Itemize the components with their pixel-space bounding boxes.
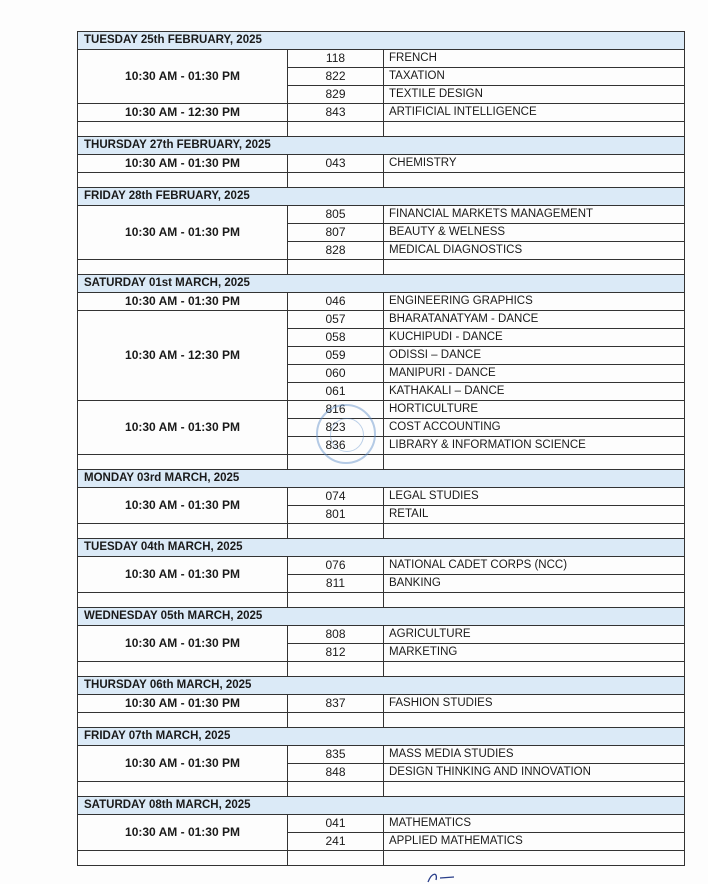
empty-cell — [288, 713, 384, 728]
day-header-row — [78, 275, 685, 293]
day-header-row — [78, 188, 685, 206]
empty-cell — [288, 173, 384, 188]
exam-time: 10:30 AM - 01:30 PM — [78, 206, 288, 260]
day-header: THURSDAY 06th MARCH, 2025 — [78, 677, 685, 695]
subject-code: 046 — [288, 293, 384, 311]
paper-row — [78, 155, 685, 173]
subject-code: 829 — [288, 86, 384, 104]
day-header: TUESDAY 04th MARCH, 2025 — [78, 539, 685, 557]
day-header: FRIDAY 07th MARCH, 2025 — [78, 728, 685, 746]
spacer-row — [78, 524, 685, 539]
exam-time: 10:30 AM - 01:30 PM — [78, 626, 288, 662]
day-header: TUESDAY 25th FEBRUARY, 2025 — [78, 32, 685, 50]
empty-cell — [384, 122, 685, 137]
empty-cell — [78, 851, 288, 866]
paper-row — [78, 293, 685, 311]
subject-name: CHEMISTRY — [384, 155, 685, 173]
empty-cell — [78, 260, 288, 275]
spacer-row — [78, 782, 685, 797]
exam-time: 10:30 AM - 01:30 PM — [78, 815, 288, 851]
day-header-row — [78, 137, 685, 155]
subject-name: MASS MEDIA STUDIES — [384, 746, 685, 764]
subject-name: ARTIFICIAL INTELLIGENCE — [384, 104, 685, 122]
subject-code: 848 — [288, 764, 384, 782]
spacer-row — [78, 173, 685, 188]
paper-row — [78, 401, 685, 419]
subject-name: DESIGN THINKING AND INNOVATION — [384, 764, 685, 782]
subject-code: 801 — [288, 506, 384, 524]
subject-name: APPLIED MATHEMATICS — [384, 833, 685, 851]
date-sheet-table — [77, 31, 685, 866]
day-header-row — [78, 797, 685, 815]
subject-name: HORTICULTURE — [384, 401, 685, 419]
paper-row — [78, 311, 685, 329]
empty-cell — [384, 593, 685, 608]
subject-code: 807 — [288, 224, 384, 242]
exam-time: 10:30 AM - 01:30 PM — [78, 50, 288, 104]
subject-code: 060 — [288, 365, 384, 383]
empty-cell — [78, 524, 288, 539]
subject-code: 043 — [288, 155, 384, 173]
empty-cell — [384, 524, 685, 539]
day-header: SATURDAY 01st MARCH, 2025 — [78, 275, 685, 293]
day-header-row — [78, 608, 685, 626]
exam-time: 10:30 AM - 01:30 PM — [78, 557, 288, 593]
empty-cell — [288, 122, 384, 137]
subject-name: NATIONAL CADET CORPS (NCC) — [384, 557, 685, 575]
subject-code: 061 — [288, 383, 384, 401]
empty-cell — [78, 173, 288, 188]
empty-cell — [288, 593, 384, 608]
subject-name: MANIPURI - DANCE — [384, 365, 685, 383]
exam-time: 10:30 AM - 01:30 PM — [78, 155, 288, 173]
subject-name: MEDICAL DIAGNOSTICS — [384, 242, 685, 260]
exam-time: 10:30 AM - 01:30 PM — [78, 746, 288, 782]
subject-code: 836 — [288, 437, 384, 455]
spacer-row — [78, 851, 685, 866]
subject-code: 835 — [288, 746, 384, 764]
paper-row — [78, 746, 685, 764]
subject-name: ODISSI – DANCE — [384, 347, 685, 365]
exam-time: 10:30 AM - 01:30 PM — [78, 401, 288, 455]
empty-cell — [288, 782, 384, 797]
subject-code: 057 — [288, 311, 384, 329]
subject-code: 808 — [288, 626, 384, 644]
subject-name: BHARATANATYAM - DANCE — [384, 311, 685, 329]
subject-name: AGRICULTURE — [384, 626, 685, 644]
subject-name: LIBRARY & INFORMATION SCIENCE — [384, 437, 685, 455]
subject-code: 118 — [288, 50, 384, 68]
paper-row — [78, 50, 685, 68]
subject-code: 805 — [288, 206, 384, 224]
empty-cell — [78, 593, 288, 608]
paper-row — [78, 488, 685, 506]
subject-name: LEGAL STUDIES — [384, 488, 685, 506]
day-header: SATURDAY 08th MARCH, 2025 — [78, 797, 685, 815]
exam-time: 10:30 AM - 12:30 PM — [78, 311, 288, 401]
empty-cell — [384, 851, 685, 866]
subject-code: 823 — [288, 419, 384, 437]
subject-name: KUCHIPUDI - DANCE — [384, 329, 685, 347]
subject-name: COST ACCOUNTING — [384, 419, 685, 437]
subject-name: RETAIL — [384, 506, 685, 524]
day-header-row — [78, 728, 685, 746]
subject-code: 059 — [288, 347, 384, 365]
subject-code: 816 — [288, 401, 384, 419]
exam-time: 10:30 AM - 01:30 PM — [78, 488, 288, 524]
subject-name: ENGINEERING GRAPHICS — [384, 293, 685, 311]
empty-cell — [384, 260, 685, 275]
empty-cell — [288, 260, 384, 275]
subject-code: 241 — [288, 833, 384, 851]
subject-code: 822 — [288, 68, 384, 86]
subject-code: 041 — [288, 815, 384, 833]
empty-cell — [78, 662, 288, 677]
paper-row — [78, 104, 685, 122]
day-header-row — [78, 539, 685, 557]
empty-cell — [78, 713, 288, 728]
subject-name: TAXATION — [384, 68, 685, 86]
day-header: WEDNESDAY 05th MARCH, 2025 — [78, 608, 685, 626]
spacer-row — [78, 713, 685, 728]
spacer-row — [78, 662, 685, 677]
spacer-row — [78, 455, 685, 470]
empty-cell — [384, 782, 685, 797]
day-header-row — [78, 470, 685, 488]
subject-code: 076 — [288, 557, 384, 575]
day-header-row — [78, 677, 685, 695]
official-seal-icon — [316, 404, 376, 464]
empty-cell — [384, 662, 685, 677]
empty-cell — [384, 173, 685, 188]
paper-row — [78, 626, 685, 644]
spacer-row — [78, 122, 685, 137]
spacer-row — [78, 593, 685, 608]
subject-name: MATHEMATICS — [384, 815, 685, 833]
subject-name: FINANCIAL MARKETS MANAGEMENT — [384, 206, 685, 224]
subject-name: FRENCH — [384, 50, 685, 68]
paper-row — [78, 557, 685, 575]
exam-time: 10:30 AM - 01:30 PM — [78, 695, 288, 713]
empty-cell — [288, 662, 384, 677]
subject-code: 828 — [288, 242, 384, 260]
subject-code: 843 — [288, 104, 384, 122]
exam-schedule-sheet — [77, 31, 685, 866]
subject-code: 074 — [288, 488, 384, 506]
exam-time: 10:30 AM - 01:30 PM — [78, 293, 288, 311]
subject-name: MARKETING — [384, 644, 685, 662]
paper-row — [78, 815, 685, 833]
subject-name: BANKING — [384, 575, 685, 593]
subject-code: 058 — [288, 329, 384, 347]
subject-code: 837 — [288, 695, 384, 713]
subject-name: TEXTILE DESIGN — [384, 86, 685, 104]
day-header: MONDAY 03rd MARCH, 2025 — [78, 470, 685, 488]
subject-code: 811 — [288, 575, 384, 593]
subject-name: BEAUTY & WELNESS — [384, 224, 685, 242]
subject-name: KATHAKALI – DANCE — [384, 383, 685, 401]
empty-cell — [384, 713, 685, 728]
empty-cell — [78, 122, 288, 137]
day-header-row — [78, 32, 685, 50]
subject-code: 812 — [288, 644, 384, 662]
paper-row — [78, 695, 685, 713]
empty-cell — [288, 851, 384, 866]
subject-name: FASHION STUDIES — [384, 695, 685, 713]
empty-cell — [288, 524, 384, 539]
exam-time: 10:30 AM - 12:30 PM — [78, 104, 288, 122]
paper-row — [78, 206, 685, 224]
day-header: THURSDAY 27th FEBRUARY, 2025 — [78, 137, 685, 155]
day-header: FRIDAY 28th FEBRUARY, 2025 — [78, 188, 685, 206]
empty-cell — [78, 782, 288, 797]
spacer-row — [78, 260, 685, 275]
date-sheet-body — [78, 32, 685, 866]
signature-icon — [424, 870, 464, 884]
empty-cell — [384, 455, 685, 470]
empty-cell — [78, 455, 288, 470]
